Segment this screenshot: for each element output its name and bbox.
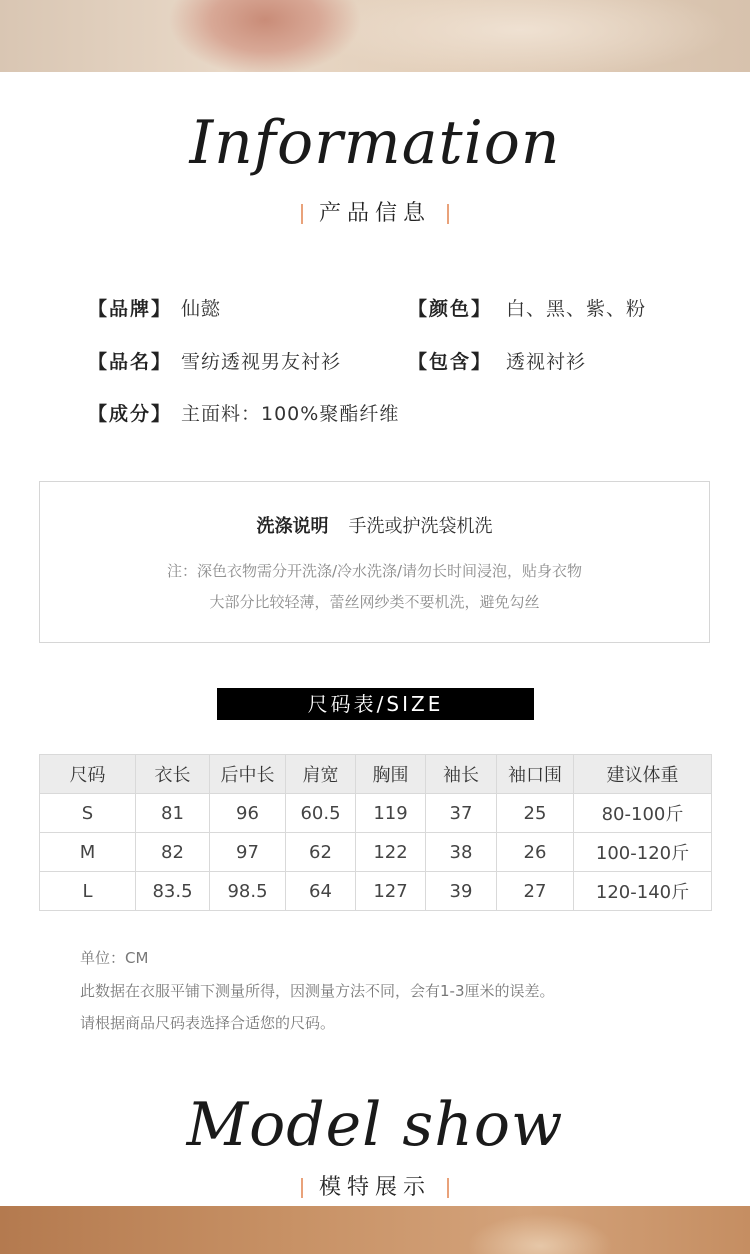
color-value: 白、黑、紫、粉 — [506, 298, 647, 320]
model-show-script-title: Model show — [186, 1090, 564, 1160]
material-label: 【成分】 — [88, 403, 173, 425]
heading-accent-bar-left — [301, 1178, 303, 1198]
model-show-heading — [0, 1170, 750, 1201]
brand-label: 【品牌】 — [88, 298, 173, 320]
table-cell: 38 — [426, 833, 497, 872]
heading-accent-bar-right — [447, 1178, 449, 1198]
table-cell: 37 — [426, 794, 497, 833]
table-cell: 83.5 — [136, 872, 210, 911]
color-label: 【颜色】 — [408, 298, 493, 320]
table-cell: M — [40, 833, 136, 872]
table-cell: 39 — [426, 872, 497, 911]
table-row — [40, 872, 712, 911]
material-value: 主面料：100%聚酯纤维 — [181, 403, 400, 425]
brand-value: 仙懿 — [181, 298, 222, 320]
information-script-title: Information — [189, 108, 561, 178]
size-table — [39, 754, 712, 911]
table-row — [40, 794, 712, 833]
model-show-heading-text: 模特展示 — [318, 1175, 431, 1200]
wash-method: 手洗或护洗袋机洗 — [348, 516, 493, 537]
wash-title: 洗涤说明 — [256, 516, 329, 537]
table-cell: 122 — [356, 833, 426, 872]
table-row — [40, 833, 712, 872]
bottom-photo-strip — [0, 1206, 750, 1254]
heading-accent-bar-left — [301, 204, 303, 224]
size-advice-note: 请根据商品尺码表选择合适您的尺码。 — [80, 1014, 336, 1032]
table-cell: 64 — [286, 872, 356, 911]
table-cell: 82 — [136, 833, 210, 872]
heading-accent-bar-right — [447, 204, 449, 224]
table-cell: 26 — [497, 833, 574, 872]
table-cell: 62 — [286, 833, 356, 872]
measurement-note: 此数据在衣服平铺下测量所得，因测量方法不同，会有1-3厘米的误差。 — [80, 982, 555, 1000]
header-length: 衣长 — [136, 755, 210, 794]
table-cell: 127 — [356, 872, 426, 911]
top-photo-strip — [0, 0, 750, 72]
wash-note-line2: 大部分比较轻薄，蕾丝网纱类不要机洗，避免勾丝 — [209, 593, 540, 611]
size-chart-banner: 尺码表/SIZE — [217, 688, 534, 720]
table-cell: L — [40, 872, 136, 911]
table-cell: 96 — [210, 794, 286, 833]
table-cell: 27 — [497, 872, 574, 911]
table-cell: 120-140斤 — [574, 872, 712, 911]
table-cell: 119 — [356, 794, 426, 833]
product-name-value: 雪纺透视男友衬衫 — [181, 351, 342, 373]
table-cell: 60.5 — [286, 794, 356, 833]
header-cuff: 袖口围 — [497, 755, 574, 794]
header-shoulder: 肩宽 — [286, 755, 356, 794]
header-sleeve: 袖长 — [426, 755, 497, 794]
unit-note: 单位：CM — [80, 949, 149, 967]
product-info-heading-text: 产品信息 — [318, 201, 431, 226]
includes-label: 【包含】 — [408, 351, 493, 373]
table-cell: 100-120斤 — [574, 833, 712, 872]
header-back-length: 后中长 — [210, 755, 286, 794]
includes-value: 透视衬衫 — [506, 351, 587, 373]
wash-instructions-line — [40, 512, 709, 538]
table-cell: 81 — [136, 794, 210, 833]
header-weight: 建议体重 — [574, 755, 712, 794]
product-info-heading — [0, 196, 750, 227]
table-cell: 98.5 — [210, 872, 286, 911]
wash-note-line1: 注：深色衣物需分开洗涤/冷水洗涤/请勿长时间浸泡，贴身衣物 — [166, 562, 583, 580]
product-name-label: 【品名】 — [88, 351, 173, 373]
header-size: 尺码 — [40, 755, 136, 794]
table-cell: 25 — [497, 794, 574, 833]
table-cell: 97 — [210, 833, 286, 872]
table-cell: S — [40, 794, 136, 833]
table-cell: 80-100斤 — [574, 794, 712, 833]
header-chest: 胸围 — [356, 755, 426, 794]
size-table-header-row — [40, 755, 712, 794]
wash-instructions-box — [39, 481, 710, 643]
